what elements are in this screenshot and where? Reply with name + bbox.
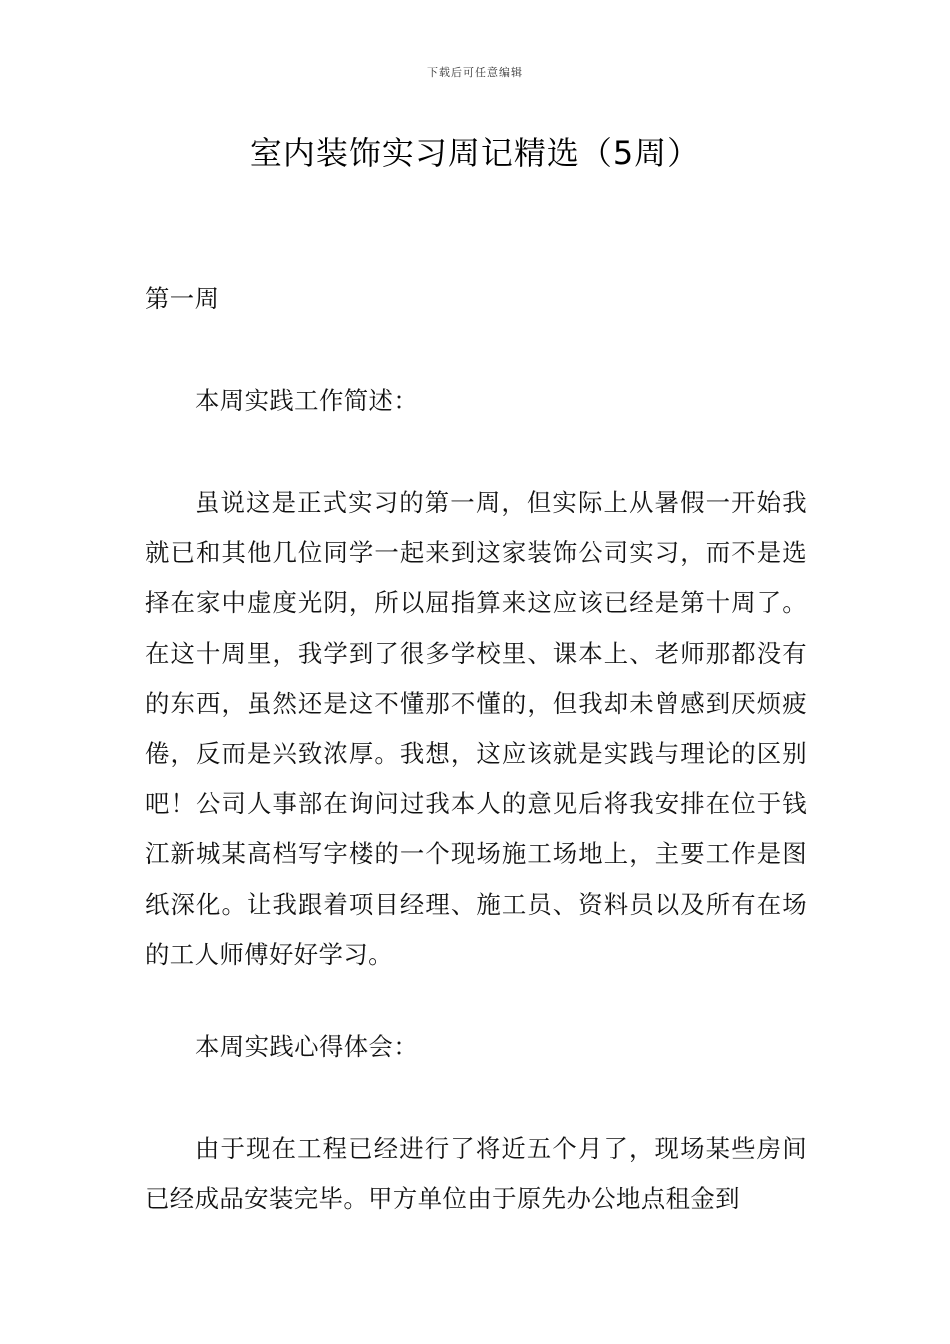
document-title: 室内装饰实习周记精选（5周）	[249, 134, 701, 172]
paragraph-reflections: 由于现在工程已经进行了将近五个月了，现场某些房间已经成品安装完毕。甲方单位由于原先办公地点租金到	[145, 1134, 807, 1214]
paragraph-work-summary: 虽说这是正式实习的第一周，但实际上从暑假一开始我就已和其他几位同学一起来到这家装饰公司实习，而不是选择在家中虚度光阴，所以屈指算来这应该已经是第十周了。在这十周里，我学到了很多学校里、课本上、老师那都没有的东西，虽然还是这不懂那不懂的，但我却未曾感到厌烦疲倦，反而是兴致浓厚。我想，这应该就是实践与理论的区别吧！公司人事部在询问过我本人的意见后将我安排在位于钱江新城某高档写字楼的一个现场施工场地上，主要工作是图纸深化。让我跟着项目经理、施工员、资料员以及所有在场的工人师傅好好学习。	[145, 488, 807, 969]
week-heading: 第一周	[145, 284, 220, 313]
section-heading-reflections: 本周实践心得体会：	[195, 1032, 419, 1061]
section-heading-work-summary: 本周实践工作简述：	[195, 386, 419, 415]
header-note: 下载后可任意编辑	[427, 66, 523, 79]
